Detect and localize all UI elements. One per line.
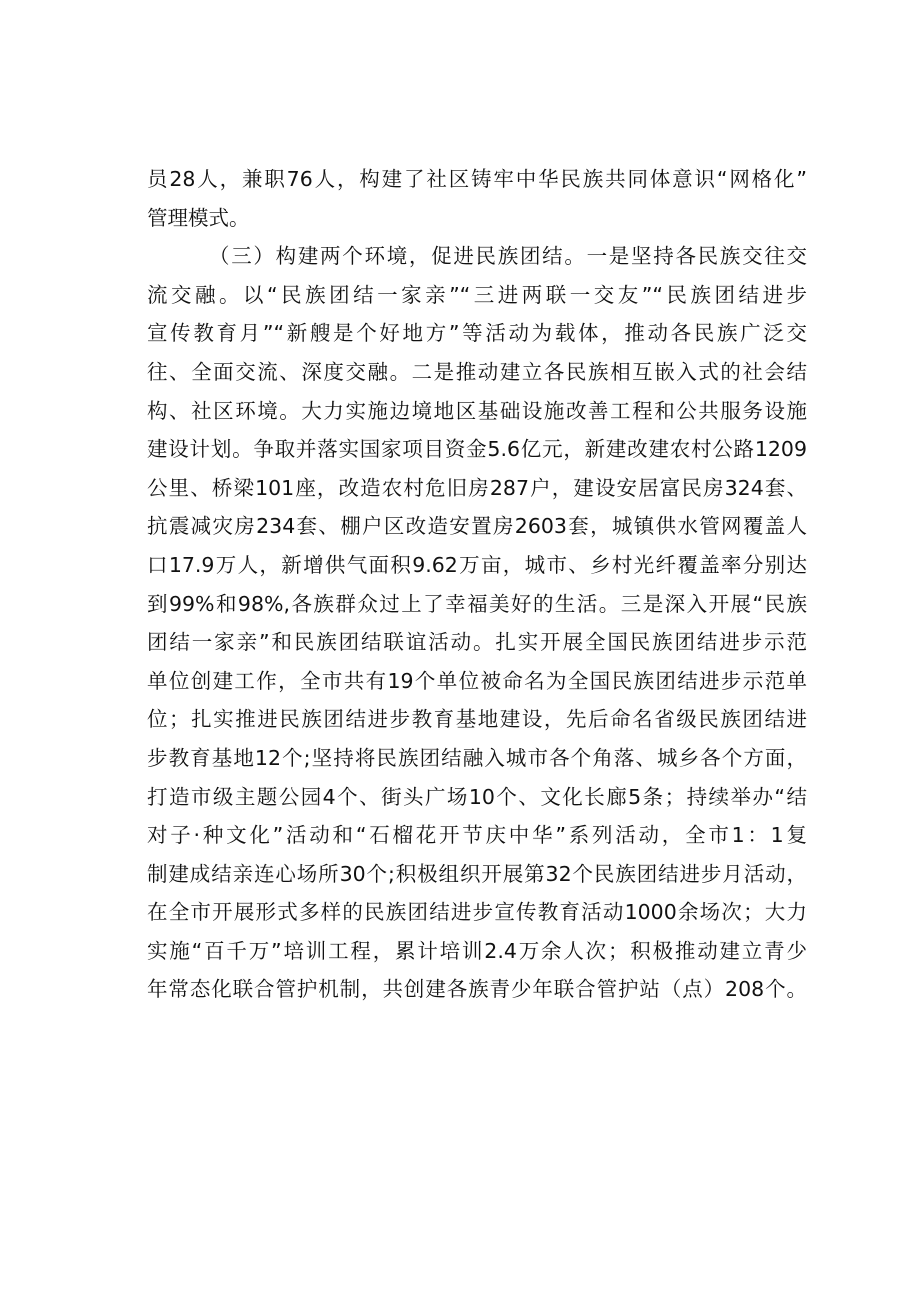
paragraph-section-three [147,237,807,1047]
text-line [147,1009,807,1048]
text-line: 在全市开展形式多样的民族团结进步宣传教育活动1000余场次；大力 [147,900,807,925]
text-line: 到99%和98%,各族群众过上了幸福美好的生活。三是深入开展“民族 [147,591,807,616]
text-line: 员28人，兼职76人，构建了社区铸牢中华民族共同体意识“网格化” [147,167,807,191]
text-line: 年常态化联合管护机制，共创建各族青少年联合管护站（点）208个。 [147,977,807,1002]
text-line: 团结一家亲”和民族团结联谊活动。扎实开展全国民族团结进步示范 [147,630,807,655]
text-line: 抗震减灾房234套、棚户区改造安置房2603套，城镇供水管网覆盖人 [147,514,807,539]
text-line: 公里、桥梁101座，改造农村危旧房287户，建设安居富民房324套、 [147,475,807,500]
paragraph-continuation [147,160,807,237]
text-line: 步教育基地12个;坚持将民族团结融入城市各个角落、城乡各个方面， [147,745,807,770]
text-line: 宣传教育月”“新艘是个好地方”等活动为载体，推动各民族广泛交 [147,321,807,346]
text-line: 单位创建工作，全市共有19个单位被命名为全国民族团结进步示范单 [147,668,807,693]
text-line: 制建成结亲连心场所30个;积极组织开展第32个民族团结进步月活动， [147,861,807,886]
text-line: 打造市级主题公园4个、街头广场10个、文化长廊5条；持续举办“结 [147,784,807,809]
text-line: 对子·种文化”活动和“石榴花开节庆中华”系列活动，全市1：1复 [147,823,807,848]
body-text [147,160,807,1048]
text-line: 位；扎实推进民族团结进步教育基地建设，先后命名省级民族团结进 [147,707,807,732]
text-line: 口17.9万人，新增供气面积9.62万亩，城市、乡村光纤覆盖率分别达 [147,552,807,577]
text-line: 建设计划。争取并落实国家项目资金5.6亿元，新建改建农村公路1209 [147,437,807,462]
text-line: 流交融。以“民族团结一家亲”“三进两联一交友”“民族团结进步 [147,282,807,307]
text-line: 构、社区环境。大力实施边境地区基础设施改善工程和公共服务设施 [147,398,807,423]
text-line: 实施“百千万”培训工程，累计培训2.4万余人次；积极推动建立青少 [147,938,807,963]
text-line: 往、全面交流、深度交融。二是推动建立各民族相互嵌入式的社会结 [147,359,807,384]
section-heading-line: （三）构建两个环境，促进民族团结。一是坚持各民族交往交 [209,244,807,269]
text-line: 管理模式。 [147,205,250,230]
